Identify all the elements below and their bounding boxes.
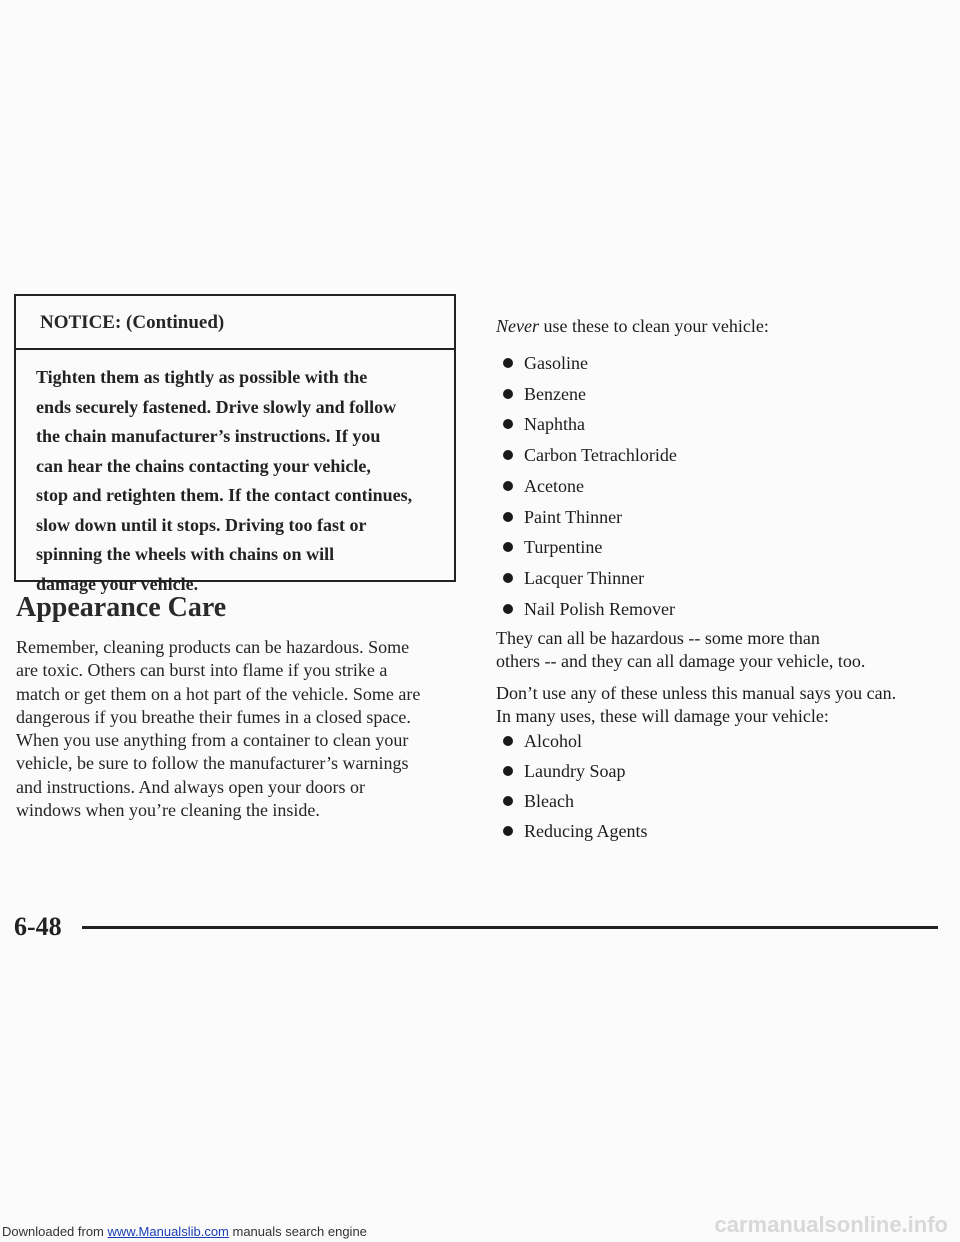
paragraph-line: They can all be hazardous -- some more than [496,628,820,648]
never-intro [496,316,769,337]
list-item: Paint Thinner [496,506,622,528]
paragraph-line: windows when you’re cleaning the inside. [16,800,320,821]
paragraph-line: others -- and they can all damage your vehicle, too. [496,650,866,671]
notice-line: slow down until it stops. Driving too fast or [36,514,367,535]
bullet-icon [503,766,513,776]
notice-box [14,294,456,594]
list-item: Naphtha [496,413,585,435]
paragraph-line: dangerous if you breathe their fumes in a closed space. [16,706,411,727]
site-watermark: carmanualsonline.info [714,1212,948,1237]
bullet-icon [503,389,513,399]
list-item: Reducing Agents [496,820,648,842]
notice-line: the chain manufacturer’s instructions. If you [36,426,381,446]
list-item: Laundry Soap [496,760,625,782]
notice-line: can hear the chains contacting your vehicle, [36,455,371,476]
bullet-icon [503,796,513,806]
never-emphasis: Never [496,316,539,336]
page-number: 6-48 [14,912,62,941]
bullet-icon [503,542,513,552]
paragraph-line: vehicle, be sure to follow the manufacturer’s warnings [16,753,409,774]
paragraph-line: Remember, cleaning products can be hazardous. Some [16,637,410,657]
paragraph-line: and instructions. And always open your doors or [16,776,365,797]
notice-body [16,350,454,599]
notice-line: ends securely fastened. Drive slowly and follow [36,396,397,417]
bullet-icon [503,358,513,368]
never-intro-text: use these to clean your vehicle: [538,316,769,336]
bullet-icon [503,736,513,746]
hazard-paragraph [496,627,865,672]
list-item: Acetone [496,475,584,497]
list-item: Benzene [496,383,586,405]
notice-line: Tighten them as tightly as possible with the [36,367,368,387]
paragraph-line: are toxic. Others can burst into flame if you strike a [16,660,388,681]
dont-use-paragraph [496,682,896,727]
paragraph-line: match or get them on a hot part of the vehicle. Some are [16,683,421,704]
notice-line: damage your vehicle. [36,573,199,594]
bullet-icon [503,481,513,491]
notice-line: stop and retighten them. If the contact continues, [36,485,413,505]
list-item: Turpentine [496,536,602,558]
paragraph-line: Don’t use any of these unless this manual says you can. [496,683,897,703]
list-item: Lacquer Thinner [496,567,644,589]
list-item: Nail Polish Remover [496,598,675,620]
bullet-icon [503,512,513,522]
bullet-icon [503,419,513,429]
section-title: Appearance Care [16,592,227,623]
paragraph-line: In many uses, these will damage your vehicle: [496,705,829,726]
appearance-care-paragraph [16,636,461,822]
manualslib-link[interactable]: www.Manualslib.com [107,1224,229,1239]
notice-heading: NOTICE: (Continued) [16,296,454,350]
list-item: Alcohol [496,730,582,752]
paragraph-line: When you use anything from a container to clean your [16,730,409,751]
bullet-icon [503,604,513,614]
notice-line: spinning the wheels with chains on will [36,544,335,564]
download-watermark: Downloaded from www.Manualslib.com manuals search engine [2,1224,367,1239]
list-item: Gasoline [496,352,588,374]
bullet-icon [503,450,513,460]
list-item: Carbon Tetrachloride [496,444,677,466]
footer-rule [82,926,938,929]
bullet-icon [503,826,513,836]
list-item: Bleach [496,790,574,812]
bullet-icon [503,573,513,583]
